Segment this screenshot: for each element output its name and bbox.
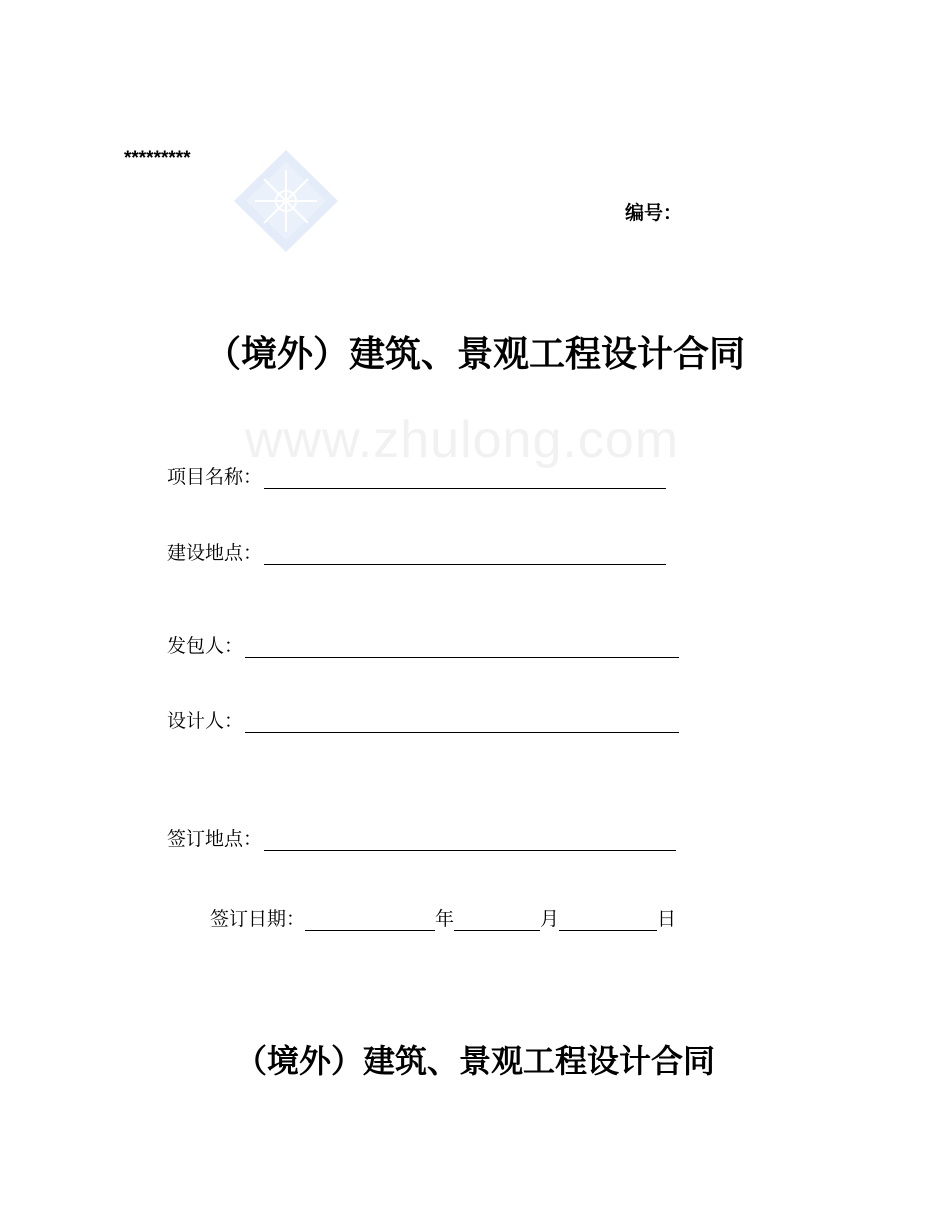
company-logo-icon [232, 148, 340, 254]
year-label: 年 [435, 908, 455, 930]
section-title: （境外）建筑、景观工程设计合同 [234, 1042, 715, 1080]
client-label: 发包人： [167, 635, 244, 657]
signing-place-field [167, 824, 676, 851]
signing-date-label: 签订日期： [210, 908, 306, 930]
construction-site-blank[interactable] [264, 542, 666, 565]
signing-place-blank[interactable] [264, 828, 676, 851]
signing-place-label: 签订地点： [167, 828, 263, 850]
signing-month-blank[interactable] [454, 908, 540, 931]
client-blank[interactable] [245, 635, 679, 658]
page-title: （境外）建筑、景观工程设计合同 [204, 333, 745, 375]
project-name-label: 项目名称： [167, 466, 263, 488]
day-label: 日 [657, 908, 677, 930]
project-name-field [167, 462, 666, 489]
document-number-label: 编号： [625, 202, 683, 224]
signing-year-blank[interactable] [305, 908, 435, 931]
project-name-blank[interactable] [264, 466, 666, 489]
designer-label: 设计人： [167, 710, 244, 732]
construction-site-field [167, 538, 666, 565]
signing-day-blank[interactable] [559, 908, 657, 931]
month-label: 月 [540, 908, 560, 930]
designer-blank[interactable] [245, 710, 679, 733]
designer-field [167, 706, 679, 733]
watermark-text: www.zhulong.com [245, 411, 680, 469]
client-field [167, 631, 679, 658]
signing-date-field [210, 904, 676, 931]
header-stars: ********* [124, 148, 191, 169]
construction-site-label: 建设地点： [167, 542, 263, 564]
